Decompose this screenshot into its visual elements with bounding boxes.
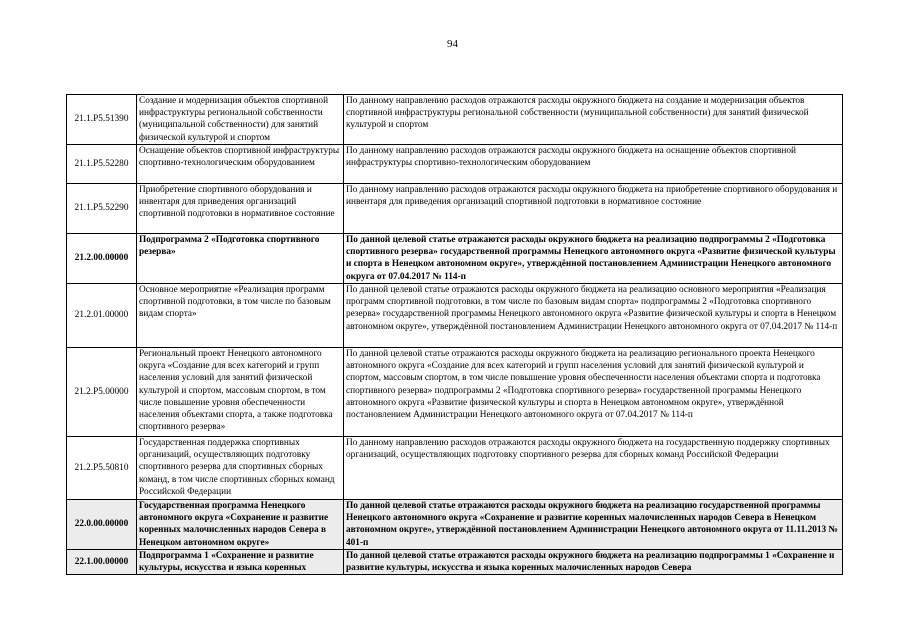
row-description: По данной целевой статье отражаются расходы окружного бюджета на реализацию подпрограммы 2 «Подготовка спортивного резерва» государственной программы Ненецкого автономного округа «Развитие физической культуры и спорта в Ненецком автономном округе», утверждённой постановлением Администрации Ненецкого автономного округа от 07.04.2017 № 114-п — [344, 234, 843, 284]
table-row — [67, 284, 843, 348]
table-row — [67, 437, 843, 500]
table-row — [67, 550, 843, 575]
row-code: 21.1.P5.51390 — [67, 95, 137, 145]
row-description: По данной целевой статье отражаются расходы окружного бюджета на реализацию государственной программы Ненецкого автономного округа «Сохранение и развитие коренных малочисленных народов Севера в Ненецком автономном округе», утверждённой постановлением Администрации Ненецкого автономного округа от 11.11.2013 № 401-п — [344, 500, 843, 550]
row-name: Региональный проект Ненецкого автономного округа «Создание для всех категорий и групп населения условий для занятий физической культурой и спортом, массовым спортом, в том числе повышение уровня обеспеченности населения объектами спорта, а также подготовка спортивного резерва» — [137, 348, 344, 437]
row-description: По данному направлению расходов отражаются расходы окружного бюджета на оснащение объектов спортивной инфраструктуры спортивно-технологическим оборудованием — [344, 145, 843, 184]
row-code: 21.2.P5.50810 — [67, 437, 137, 500]
table-row — [67, 95, 843, 145]
row-name: Создание и модернизация объектов спортивной инфраструктуры региональной собственности (муниципальной собственности) для занятий физической культурой и спортом — [137, 95, 344, 145]
row-description: По данному направлению расходов отражаются расходы окружного бюджета на государственную поддержку спортивных организаций, осуществляющих подготовку спортивного резерва для сборных команд Российской Федерации — [344, 437, 843, 500]
row-code: 21.2.00.00000 — [67, 234, 137, 284]
row-code: 21.1.P5.52290 — [67, 184, 137, 234]
table-row — [67, 184, 843, 234]
row-code: 22.1.00.00000 — [67, 550, 137, 575]
row-name: Приобретение спортивного оборудования и инвентаря для приведения организаций спортивной подготовки в нормативное состояние — [137, 184, 344, 234]
table-row — [67, 500, 843, 550]
row-name: Государственная программа Ненецкого автономного округа «Сохранение и развитие коренных малочисленных народов Севера в Ненецком автономном округе» — [137, 500, 344, 550]
row-description: По данному направлению расходов отражаются расходы окружного бюджета на приобретение спортивного оборудования и инвентаря для приведения организаций спортивной подготовки в нормативное состояние — [344, 184, 843, 234]
row-code: 21.2.P5.00000 — [67, 348, 137, 437]
budget-classification-table — [66, 94, 843, 575]
row-name: Оснащение объектов спортивной инфраструктуры спортивно-технологическим оборудованием — [137, 145, 344, 184]
table-row — [67, 145, 843, 184]
row-description: По данной целевой статье отражаются расходы окружного бюджета на реализацию подпрограммы 1 «Сохранение и развитие культуры, искусства и языка коренных малочисленных народов Севера — [344, 550, 843, 575]
row-code: 22.0.00.00000 — [67, 500, 137, 550]
table-body — [67, 95, 843, 575]
table-row — [67, 234, 843, 284]
row-code: 21.1.P5.52280 — [67, 145, 137, 184]
row-name: Основное мероприятие «Реализация программ спортивной подготовки, в том числе по базовым видам спорта» — [137, 284, 344, 348]
row-code: 21.2.01.00000 — [67, 284, 137, 348]
row-description: По данному направлению расходов отражаются расходы окружного бюджета на создание и модернизация объектов спортивной инфраструктуры региональной собственности (муниципальной собственности) для занятий физической культурой и спортом — [344, 95, 843, 145]
row-name: Подпрограмма 1 «Сохранение и развитие культуры, искусства и языка коренных — [137, 550, 344, 575]
row-name: Подпрограмма 2 «Подготовка спортивного резерва» — [137, 234, 344, 284]
row-name: Государственная поддержка спортивных организаций, осуществляющих подготовку спортивного резерва для спортивных сборных команд, в том числе спортивных сборных команд Российской Федерации — [137, 437, 344, 500]
row-description: По данной целевой статье отражаются расходы окружного бюджета на реализацию основного мероприятия «Реализация программ спортивной подготовки, в том числе по базовым видам спорта» подпрограммы 2 «Подготовка спортивного резерва» государственной программы Ненецкого автономного округа «Развитие физической культуры и спорта в Ненецком автономном округе», утверждённой постановлением Администрации Ненецкого автономного округа от 07.04.2017 № 114-п — [344, 284, 843, 348]
page-number: 94 — [447, 38, 458, 50]
row-description: По данной целевой статье отражаются расходы окружного бюджета на реализацию регионального проекта Ненецкого автономного округа «Создание для всех категорий и групп населения условий для занятий физической культурой и спортом, массовым спортом, в том числе повышение уровня обеспеченности населения объектами спорта и подготовка спортивного резерва» подпрограммы 2 «Подготовка спортивного резерва» государственной программы Ненецкого автономного округа «Развитие физической культуры и спорта в Ненецком автономном округе», утверждённой постановлением Администрации Ненецкого автономного округа от 07.04.2017 № 114-п — [344, 348, 843, 437]
table-row — [67, 348, 843, 437]
